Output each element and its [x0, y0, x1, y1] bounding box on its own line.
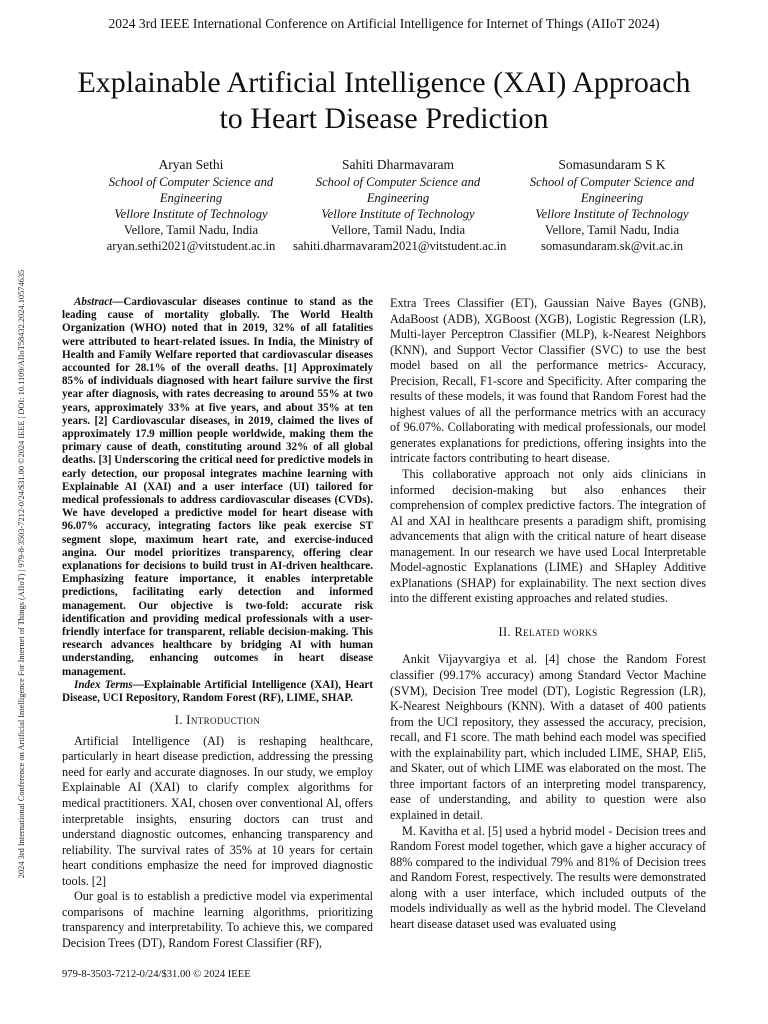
abstract-lead: Abstract — [74, 296, 113, 308]
author-affiliation: School of Computer Science and — [529, 175, 695, 189]
author-location: Vellore, Tamil Nadu, India — [544, 223, 680, 238]
conference-header: 2024 3rd IEEE International Conference on Artificial Intelligence for Internet of Things (AIIoT 2024) — [108, 16, 660, 31]
intro-paragraph-3: Extra Trees Classifier (ET), Gaussian Naive Bayes (GNB), AdaBoost (ADB), XGBoost (XGB), Logistic Regression (LR), Multi-layer Perceptron Classifier (MLP), k-Nearest Neighbors (KNN), and Support Vector Classifier (SVC) to use the best model based on all the performance metrics- Accuracy, Precision, Recall, F1-score and Specificity. After comparing the results of these models, it was found that Random Forest had the highest values of all the performance metrics with an accuracy of 96.07%. Collaborating with medical professionals, our model generates explanations for predictions, offering insights into the intricate factors contributing to heart disease. — [390, 296, 706, 466]
title-line-1: Explainable Artificial Intelligence (XAI) Approach — [77, 66, 691, 99]
author-email: aryan.sethi2021@vitstudent.ac.in — [106, 239, 276, 254]
abstract-text: —Cardiovascular diseases continue to stand as the leading cause of mortality globally. The World Health Organization (WHO) noted that in 2019, 32% of all fatalities were attributed to heart-related issues. In India, the Ministry of Health and Family Welfare reported that cardiovascular diseases accounted for 28.1% of the overall deaths. [1] Approximately 85% of individuals diagnosed with heart failure survive the first year after diagnosis, with rates decreasing to around 55% at two years, approximately 33% at five years, and about 35% at ten years. [2] Cardiovascular diseases, in 2019, claimed the lives of approximately 17.9 million people worldwide, making them the primary cause of death, constituting around 32% of all global deaths. [3] Underscoring the critical need for predictive models in early detection, our proposal integrates machine learning with Explainable AI (XAI) and a user interface (UI) tailored for medical professionals to address cardiovascular diseases (CVDs). We have developed a predictive model for heart disease with 96.07% accuracy, integrating factors like peak exercise ST segment slope, maximum heart rate, and exercise-induced angina. Our model prioritizes transparency, offering clear explanations for decisions to build trust in AI-driven healthcare. Emphasizing feature importance, it enables interpretable predictions, facilitating early detection and informed management. Our objective is two-fold: accurate risk identification and providing medical professionals with a user-friendly interface for transparent, reliable decision-making. This research advances healthcare by bridging AI with human understanding, enhancing outcomes in heart disease management. — [62, 296, 373, 678]
author-affiliation: Engineering — [366, 191, 430, 206]
intro-paragraph-1: Artificial Intelligence (AI) is reshaping healthcare, particularly in heart disease prediction, addressing the pressing need for early and accurate diagnoses. In our study, we employ Explainable AI (XAI) to clarify complex algorithms for medical practitioners. XAI, chosen over conventional AI, offers interpretable insights, ensuring doctors can trust and understand diagnostic outcomes, enhancing transparency and reliability. The survival rates of 35% at 10 years for certain heart conditions emphasize the need for improved diagnostic tools. [2] — [62, 733, 373, 888]
section-heading-introduction: I. Introduction — [174, 713, 261, 728]
author-3 — [507, 156, 717, 254]
related-paragraph-1: Ankit Vijayvargiya et al. [4] chose the Random Forest classifier (99.17% accuracy) among Standard Vector Machine (SVM), Decision Tree model (DT), Logistic Regression (LR), K-Nearest Neighbours (KNN). With a dataset of 400 patients from the UCI repository, they assessed the accuracy, precision, recall, and F1 score. The math behind each model was specified with the explainability part, which included LIME, SHAP, Eli5, and Skater, out of which LIME was elaborated on the most. The three important factors of an interpreting model transparency, ease of understanding, and ability to question were also explained in detail. — [390, 652, 706, 822]
author-email: somasundaram.sk@vit.ac.in — [540, 239, 684, 254]
related-paragraph-2: M. Kavitha et al. [5] used a hybrid model - Decision trees and Random Forest model together, which gave a higher accuracy of 88% compared to the individual 79% and 81% of Decision trees and Random Forest, respectively. The results were demonstrated along with a user interface, which included outputs of the models individually as well as the hybrid model. The Cleveland heart disease dataset used was evaluated using — [390, 823, 706, 931]
author-affiliation: School of Computer Science and — [108, 175, 274, 189]
author-affiliation: School of Computer Science and — [315, 175, 481, 189]
author-affiliation: Vellore Institute of Technology — [535, 207, 689, 222]
author-name: Aryan Sethi — [158, 157, 224, 172]
author-location: Vellore, Tamil Nadu, India — [123, 223, 259, 238]
author-affiliation: Vellore Institute of Technology — [321, 207, 475, 222]
author-affiliation: Engineering — [580, 191, 644, 206]
author-2 — [293, 156, 507, 254]
author-affiliation: Engineering — [159, 191, 223, 206]
author-email: sahiti.dharmavaram2021@vitstudent.ac.in — [293, 239, 507, 254]
index-terms-text: —Explainable Artificial Intelligence (XAI), Heart Disease, UCI Repository, Random Forest (RF), LIME, SHAP. — [62, 678, 373, 705]
index-terms — [62, 679, 373, 705]
copyright-footer: 979-8-3503-7212-0/24/$31.00 © 2024 IEEE — [62, 969, 251, 980]
author-name: Somasundaram S K — [558, 157, 666, 172]
author-1 — [86, 156, 296, 254]
left-column — [62, 296, 373, 952]
index-terms-lead: Index Terms — [74, 678, 133, 691]
section-heading-related-works: II. Related works — [498, 624, 598, 639]
intro-paragraph-4: This collaborative approach not only aids clinicians in informed decision-making but also enhances their comprehension of complex predictive factors. The integration of AI and XAI in healthcare presents a paradigm shift, promising advancements that align with the critical nature of heart disease management. In our research we have used Local Interpretable Model-agnostic Explanations (LIME) and SHapley Additive exPlanations (SHAP) for explainability. The next section dives into the different existing approaches and related studies. — [390, 467, 706, 606]
author-name: Sahiti Dharmavaram — [341, 157, 455, 172]
paper-title — [40, 65, 728, 137]
title-line-2: to Heart Disease Prediction — [219, 102, 549, 135]
side-identifier: 2024 3rd International Conference on Artificial Intelligence For Internet of Things (AIIoT) | 979-8-3503-7212-0/24/$31.00 ©2024 IEEE | DOI: 10.1109/AIIoT58432.2024.10574635 — [17, 269, 26, 879]
author-affiliation: Vellore Institute of Technology — [114, 207, 268, 222]
author-location: Vellore, Tamil Nadu, India — [330, 223, 466, 238]
intro-paragraph-2: Our goal is to establish a predictive model via experimental comparisons of machine learning algorithms, prioritizing transparency and interpretability. To achieve this, we compared Decision Trees (DT), Random Forest Classifier (RF), — [62, 889, 373, 950]
abstract — [62, 296, 373, 679]
right-column — [390, 296, 706, 932]
